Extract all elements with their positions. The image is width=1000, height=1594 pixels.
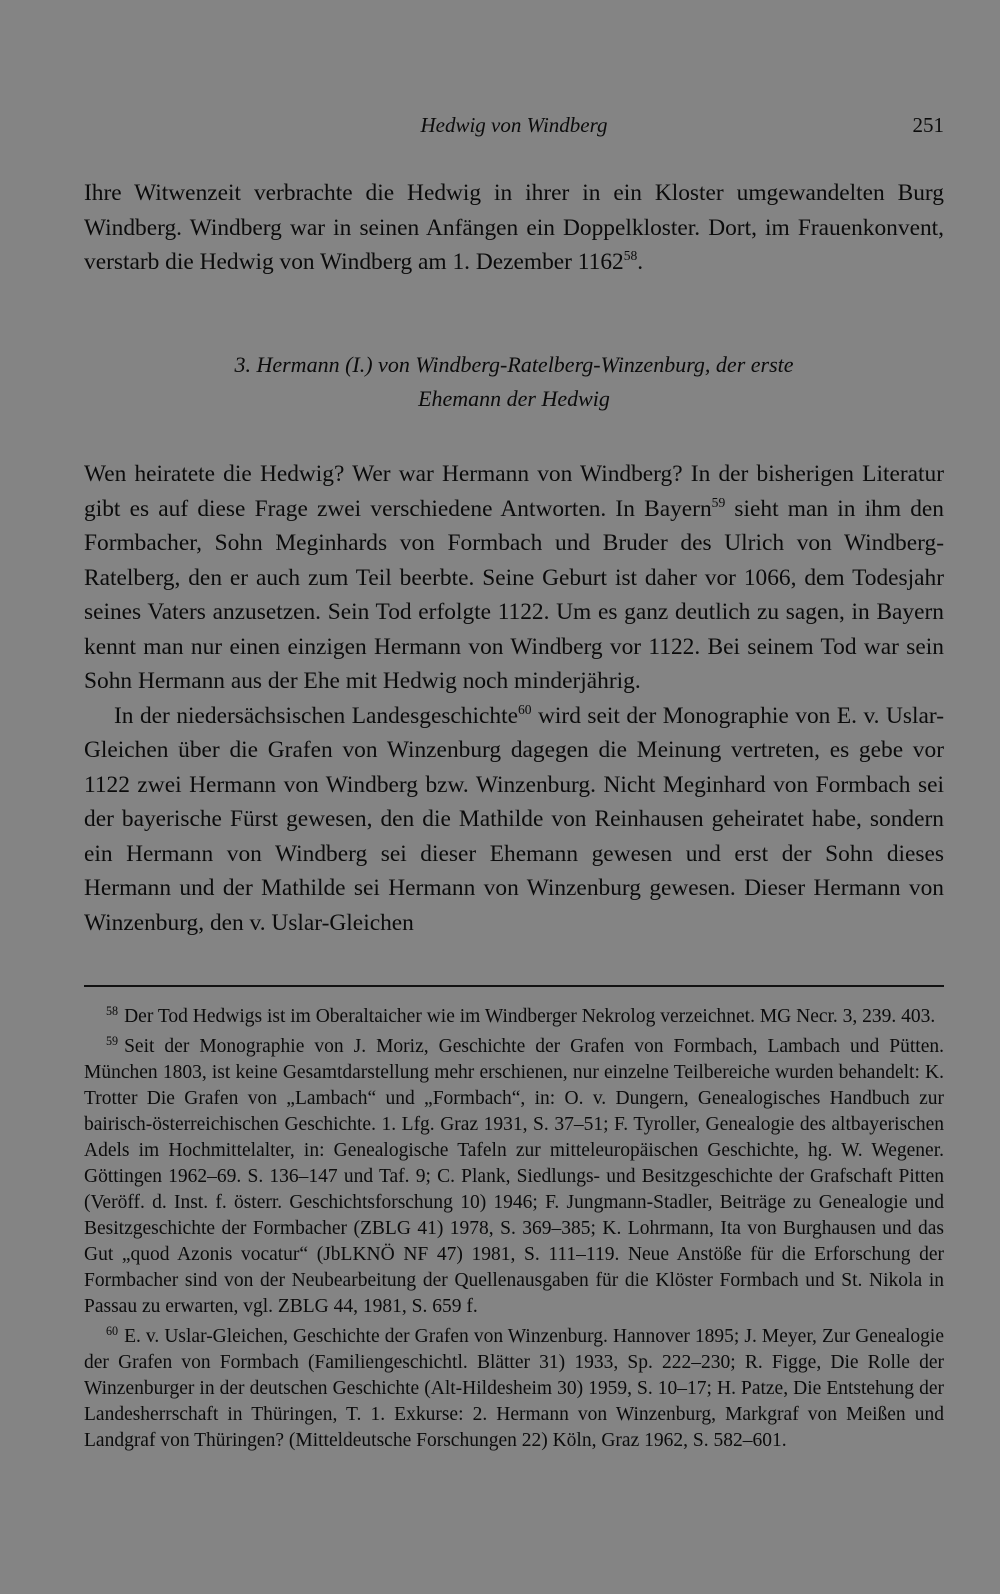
main-text [84,457,944,940]
paragraph-2-text: In der niedersächsischen Landesgeschichte [114,702,518,729]
page-number: 251 [912,113,944,137]
footnote-number: 58 [106,1003,119,1018]
footnotes [84,1004,944,1458]
paragraph-1 [84,457,944,699]
section-heading-line-2: Ehemann der Hedwig [418,386,610,411]
footnote-text: Der Tod Hedwigs ist im Oberaltaicher wie im Windberger Nekrolog verzeichnet. MG Necr. 3, 239. 403. [124,1006,936,1027]
footnote-text: E. v. Uslar-Gleichen, Geschichte der Grafen von Winzenburg. Hannover 1895; J. Meyer, Zur Genealogie der Grafen von Formbach (Familiengeschichtl. Blätter 31) 1933, Sp. 222–230; R. Figge, Die Rolle der Winzenburger in der deutschen Geschichte (Alt-Hildesheim 30) 1959, S. 10–17; H. Patze, Die Entstehung der Landesherrschaft in Thüringen, T. 1. Exkurse: 2. Hermann von Winzenburg, Markgraf von Meißen und Landgraf von Thüringen? (Mitteldeutsche Forschungen 22) Köln, Graz 1962, S. 582–601. [84,1326,944,1451]
footnote-60 [84,1324,944,1454]
footnote-text: Seit der Monographie von J. Moriz, Geschichte der Grafen von Formbach, Lambach und Pütten. München 1803, ist keine Gesamtdarstellung mehr erschienen, nur einzelne Teilbereiche wurden behandelt: K. Trotter Die Grafen von „Lambach“ und „Formbach“, in: O. v. Dungern, Genealogisches Handbuch zur bairisch-österreichischen Geschichte. 1. Lfg. Graz 1931, S. 37–51; F. Tyroller, Genealogie des altbayerischen Adels im Hochmittelalter, in: Genealogische Tafeln zur mitteleuropäischen Geschichte, hg. W. Wegener. Göttingen 1962–69. S. 136–147 und Taf. 9; C. Plank, Siedlungs- und Besitzgeschichte der Grafschaft Pitten (Veröff. d. Inst. f. österr. Geschichtsforschung 10) 1946; F. Jungmann-Stadler, Beiträge zu Genealogie und Besitzgeschichte der Formbacher (ZBLG 41) 1978, S. 369–385; K. Lohrmann, Ita von Burghausen und das Gut „quod Azonis vocatur“ (JbLKNÖ NF 47) 1981, S. 111–119. Neue Anstöße für die Erforschung der Formbacher sind von der Neubearbeitung der Quellenausgaben für die Klöster Formbach und St. Nikola in Passau zu erwarten, vgl. ZBLG 44, 1981, S. 659 f. [84,1036,944,1317]
paragraph-1-text-cont: sieht man in ihm den Formbacher, Sohn Meginhards von Formbach und Bruder des Ulrich von Windberg-Ratelberg, den er auch zum Teil beerbte. Seine Geburt ist daher vor 1066, dem Todesjahr seines Vaters anzusetzen. Sein Tod erfolgte 1122. Um es ganz deutlich zu sagen, in Bayern kennt man nur einen einzigen Hermann von Windberg vor 1122. Bei seinem Tod war sein Sohn Hermann aus der Ehe mit Hedwig noch minderjährig. [84,495,945,694]
section-heading [84,348,944,416]
footnote-ref-59: 59 [711,494,726,510]
footnote-divider [84,985,944,987]
intro-paragraph [84,176,944,280]
footnote-number: 60 [106,1323,119,1338]
paragraph-1-text: Wen heiratete die Hedwig? Wer war Hermann von Windberg? In der bisherigen Literatur gibt es auf diese Frage zwei verschiedene Antworten. In Bayern [84,461,944,522]
running-title: Hedwig von Windberg [420,113,608,137]
paragraph-2 [84,699,944,941]
footnote-ref-58: 58 [623,248,638,264]
section-heading-line-1: 3. Hermann (I.) von Windberg-Ratelberg-Winzenburg, der erste [234,352,794,377]
footnote-number: 59 [106,1033,119,1048]
paragraph-2-text-cont: wird seit der Monographie von E. v. Uslar-Gleichen über die Grafen von Winzenburg dagegen die Meinung vertreten, es gebe vor 1122 zwei Hermann von Windberg bzw. Winzenburg. Nicht Meginhard von Formbach sei der bayerische Fürst gewesen, den die Mathilde von Reinhausen geheiratet habe, sondern ein Hermann von Windberg sei dieser Ehemann gewesen und erst der Sohn dieses Hermann und der Mathilde sei Hermann von Winzenburg gewesen. Dieser Hermann von Winzenburg, den v. Uslar-Gleichen [84,702,944,936]
intro-text-end: . [637,249,644,275]
footnote-ref-60: 60 [517,701,532,717]
footnote-59 [84,1034,944,1320]
running-header [84,110,944,140]
footnote-58 [84,1004,944,1030]
intro-text: Ihre Witwenzeit verbrachte die Hedwig in ihrer in ein Kloster umgewandelten Burg Windberg. Windberg war in seinen Anfängen ein Doppelkloster. Dort, im Frauenkonvent, verstarb die Hedwig von Windberg am 1. Dezember 1162 [84,180,944,275]
